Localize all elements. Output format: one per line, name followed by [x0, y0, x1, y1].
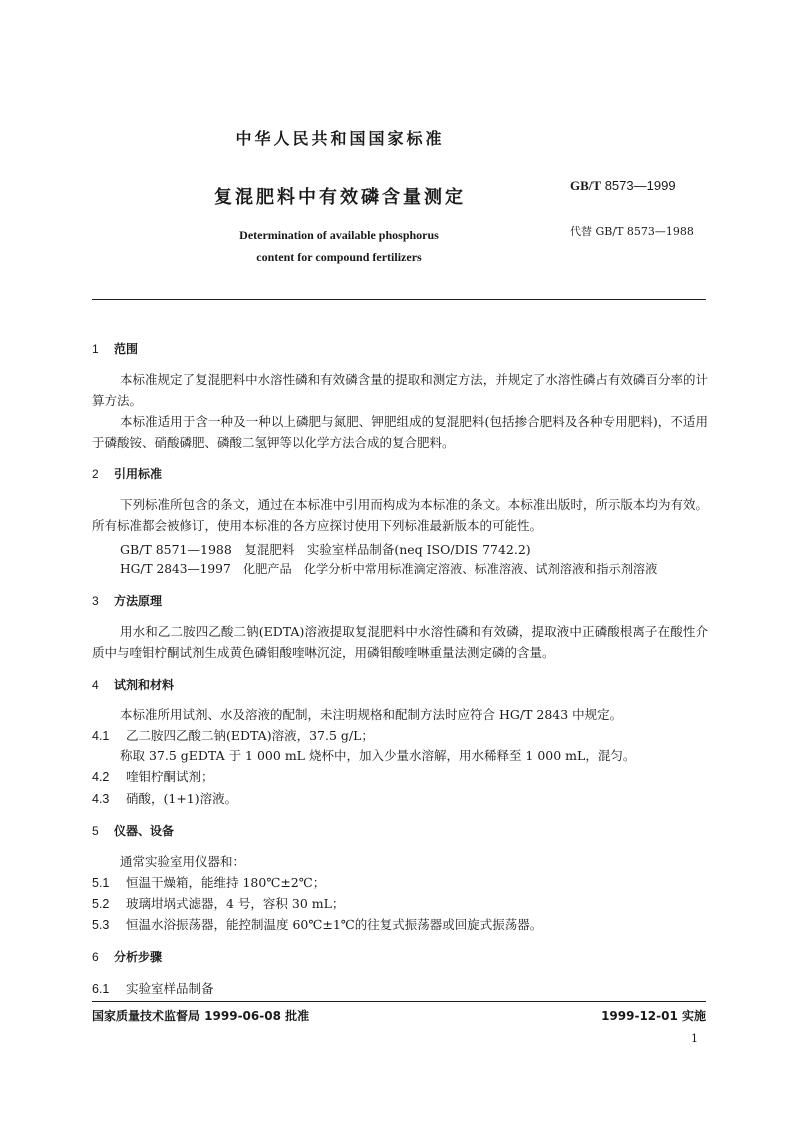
section-1-heading — [92, 340, 138, 357]
section-title: 方法原理 — [114, 594, 163, 608]
section-2-heading — [92, 465, 162, 482]
item-5-3 — [92, 915, 542, 933]
item-text: 玻璃坩埚式滤器，4 号，容积 30 mL； — [126, 896, 345, 911]
item-4-1 — [92, 726, 374, 744]
national-standard-heading: 中华人民共和国国家标准 — [235, 129, 445, 148]
item-4-1-detail: 称取 37.5 gEDTA 于 1 000 mL 烧杯中，加入少量水溶解，用水稀释至 1 000 mL，混匀。 — [120, 748, 636, 763]
section-5-heading — [92, 822, 174, 839]
footer-divider — [92, 1001, 706, 1002]
reference-gbt-8571: GB/T 8571—1988 复混肥料 实验室样品制备(neq ISO/DIS 7742.2) — [120, 542, 531, 557]
section-1-paragraph-2: 本标准适用于含一种及一种以上磷肥与氮肥、钾肥组成的复混肥料(包括掺合肥料及各种专用肥料)，不适用于磷酸铵、硝酸磷肥、磷酸二氢钾等以化学方法合成的复合肥料。 — [92, 414, 708, 450]
replaces-note: 代替 GB/T 8573—1988 — [570, 225, 694, 238]
item-number: 6.1 — [92, 982, 110, 996]
title-en-line1: Determination of available phosphorus — [239, 228, 439, 242]
item-6-1 — [92, 979, 214, 997]
item-number: 5.2 — [92, 897, 110, 911]
standard-code — [570, 178, 676, 194]
item-5-2 — [92, 894, 344, 912]
title-en-line2: content for compound fertilizers — [256, 250, 422, 264]
section-1-paragraph-1: 本标准规定了复混肥料中水溶性磷和有效磷含量的提取和测定方法，并规定了水溶性磷占有效磷百分率的计算方法。 — [92, 372, 708, 408]
section-4-paragraph-1: 本标准所用试剂、水及溶液的配制，未注明规格和配制方法时应符合 HG/T 2843 中规定。 — [120, 707, 623, 722]
section-4-heading — [92, 676, 174, 693]
section-title: 仪器、设备 — [114, 824, 175, 838]
approval-note: 国家质量技术监督局 1999-06-08 批准 — [92, 1009, 310, 1023]
page-number: 1 — [691, 1032, 698, 1045]
section-number: 5 — [92, 824, 99, 838]
standard-code-prefix: GB/T — [570, 178, 602, 193]
section-title: 分析步骤 — [114, 950, 163, 964]
item-5-1 — [92, 873, 325, 891]
section-number: 1 — [92, 342, 99, 356]
item-text: 恒温干燥箱，能维持 180℃±2℃； — [126, 875, 326, 890]
item-number: 4.3 — [92, 792, 110, 806]
item-4-3 — [92, 789, 237, 807]
section-5-paragraph-1: 通常实验室用仪器和： — [120, 854, 246, 869]
section-number: 2 — [92, 467, 99, 481]
header-divider — [92, 299, 706, 300]
standard-code-number: 8573—1999 — [604, 178, 676, 193]
section-2-paragraph-1: 下列标准所包含的条文，通过在本标准中引用而构成为本标准的条文。本标准出版时，所示版本均为有效。所有标准都会被修订，使用本标准的各方应探讨使用下列标准最新版本的可能性。 — [92, 497, 708, 533]
section-title: 试剂和材料 — [114, 678, 175, 692]
section-title: 引用标准 — [114, 467, 163, 481]
effective-date: 1999-12-01 实施 — [601, 1009, 706, 1023]
item-number: 5.1 — [92, 876, 110, 890]
section-number: 3 — [92, 594, 99, 608]
standard-title-en — [200, 224, 478, 268]
section-number: 4 — [92, 678, 99, 692]
section-3-paragraph-1: 用水和乙二胺四乙酸二钠(EDTA)溶液提取复混肥料中水溶性磷和有效磷，提取液中正磷酸根离子在酸性介质中与喹钼柠酮试剂生成黄色磷钼酸喹啉沉淀，用磷钼酸喹啉重量法测定磷的含量。 — [92, 624, 708, 660]
reference-hgt-2843: HG/T 2843—1997 化肥产品 化学分析中常用标准滴定溶液、标准溶液、试剂溶液和指示剂溶液 — [120, 562, 658, 576]
item-text: 喹钼柠酮试剂； — [126, 769, 214, 784]
item-number: 5.3 — [92, 918, 110, 932]
item-text: 硝酸，(1+1)溶液。 — [126, 791, 238, 806]
item-number: 4.1 — [92, 729, 110, 743]
section-6-heading — [92, 948, 162, 965]
item-text: 实验室样品制备 — [126, 981, 214, 996]
item-number: 4.2 — [92, 770, 110, 784]
section-number: 6 — [92, 950, 99, 964]
standard-title-cn: 复混肥料中有效磷含量测定 — [214, 187, 466, 208]
item-4-2 — [92, 767, 214, 785]
section-3-heading — [92, 592, 162, 609]
section-title: 范围 — [114, 342, 139, 356]
item-text: 恒温水浴振荡器，能控制温度 60℃±1℃的往复式振荡器或回旋式振荡器。 — [126, 917, 543, 932]
item-text: 乙二胺四乙酸二钠(EDTA)溶液，37.5 g/L； — [126, 728, 374, 743]
